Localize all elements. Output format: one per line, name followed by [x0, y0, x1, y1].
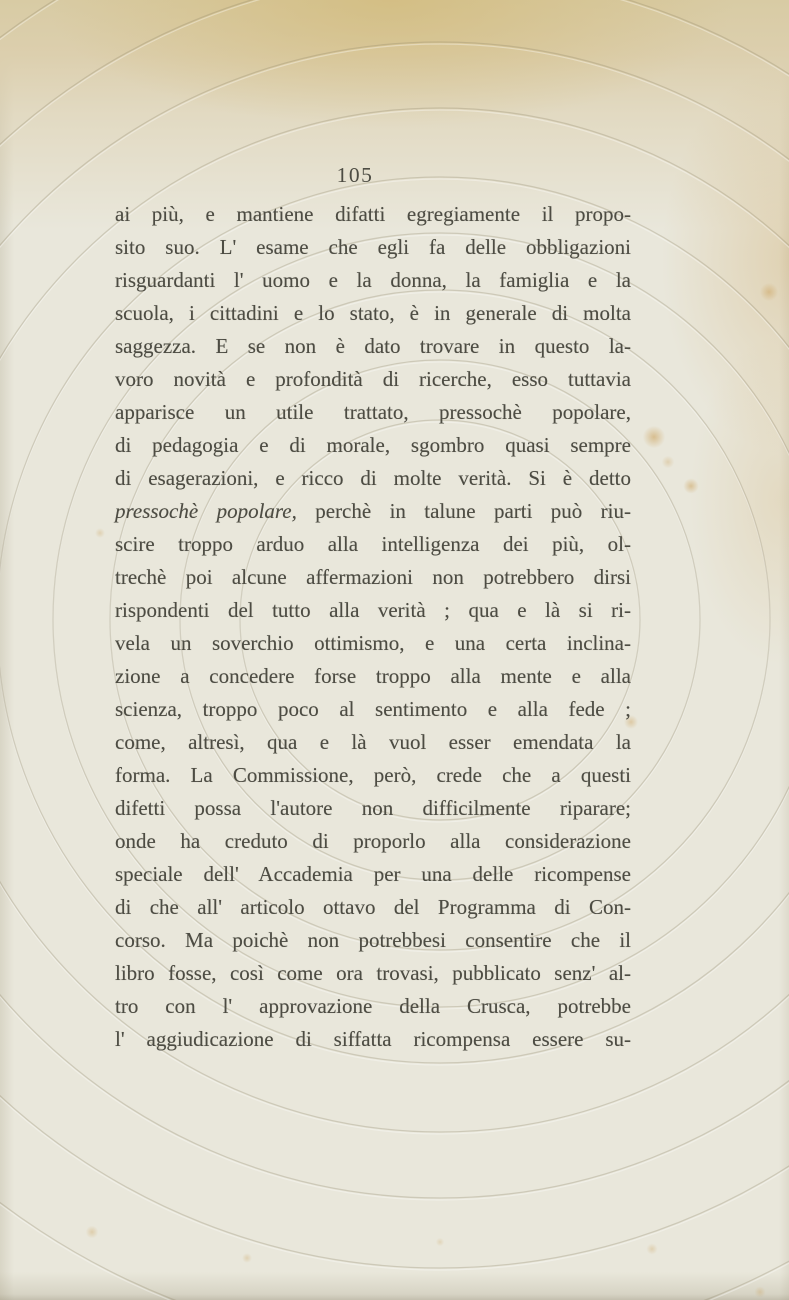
- text-line: risguardanti l' uomo e la donna, la famiglia e la: [115, 268, 631, 292]
- text-line: rispondenti del tutto alla verità ; qua e là si ri-: [115, 598, 631, 622]
- text-line: trechè poi alcune affermazioni non potrebbero dirsi: [115, 565, 631, 589]
- text-line: speciale dell' Accademia per una delle ricompense: [115, 862, 631, 886]
- text-line: di esagerazioni, e ricco di molte verità. Si è detto: [115, 466, 631, 490]
- text-line: pressochè popolare, perchè in talune parti può riu-: [115, 499, 632, 523]
- text-line: corso. Ma poichè non potrebbesi consentire che il: [115, 928, 631, 952]
- text-line: l' aggiudicazione di siffatta ricompensa essere su-: [115, 1027, 631, 1051]
- text-line: libro fosse, così come ora trovasi, pubblicato senz' al-: [115, 961, 631, 985]
- text-line: vela un soverchio ottimismo, e una certa inclina-: [115, 631, 631, 655]
- text-line: ai più, e mantiene difatti egregiamente il propo-: [115, 202, 631, 226]
- text-line: forma. La Commissione, però, crede che a questi: [115, 763, 631, 787]
- text-line: saggezza. E se non è dato trovare in questo la-: [115, 334, 631, 358]
- text-line: di che all' articolo ottavo del Programma di Con-: [115, 895, 631, 919]
- page-text: [115, 198, 631, 1056]
- text-line: voro novità e profondità di ricerche, esso tuttavia: [115, 367, 631, 391]
- italic-phrase: pressochè popolare,: [115, 499, 297, 523]
- text-line: difetti possa l'autore non difficilmente riparare;: [115, 796, 631, 820]
- text-line: zione a concedere forse troppo alla mente e alla: [115, 664, 631, 688]
- text-line: onde ha creduto di proporlo alla considerazione: [115, 829, 631, 853]
- text-line: come, altresì, qua e là vuol esser emendata la: [115, 730, 631, 754]
- text-line: scienza, troppo poco al sentimento e alla fede ;: [115, 697, 631, 721]
- text-line: scire troppo arduo alla intelligenza dei più, ol-: [115, 532, 631, 556]
- text-line: di pedagogia e di morale, sgombro quasi sempre: [115, 433, 631, 457]
- text-line: sito suo. L' esame che egli fa delle obbligazioni: [115, 235, 631, 259]
- page-number: 105: [336, 163, 374, 187]
- text-line: tro con l' approvazione della Crusca, potrebbe: [115, 994, 631, 1018]
- text-line: apparisce un utile trattato, pressochè popolare,: [115, 400, 631, 424]
- text-line: scuola, i cittadini e lo stato, è in generale di molta: [115, 301, 631, 325]
